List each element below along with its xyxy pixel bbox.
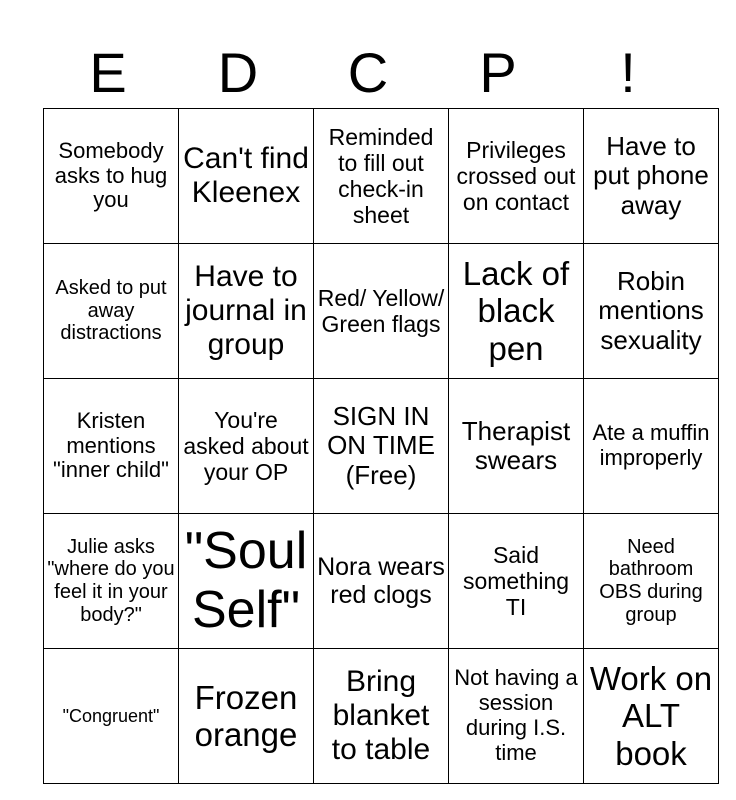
bingo-cell: Therapist swears	[449, 379, 584, 514]
board-row	[44, 514, 719, 649]
bingo-cell: Said something TI	[449, 514, 584, 649]
bingo-board	[43, 108, 719, 784]
board-row	[44, 109, 719, 244]
bingo-cell: Privileges crossed out on contact	[449, 109, 584, 244]
bingo-cell: Lack of black pen	[449, 244, 584, 379]
bingo-cell: Bring blanket to table	[314, 649, 449, 784]
bingo-cell: Somebody asks to hug you	[44, 109, 179, 244]
bingo-cell: Work on ALT book	[584, 649, 719, 784]
bingo-cell: Frozen orange	[179, 649, 314, 784]
bingo-cell: Kristen mentions "inner child"	[44, 379, 179, 514]
bingo-cell: Have to put phone away	[584, 109, 719, 244]
bingo-cell: Not having a session during I.S. time	[449, 649, 584, 784]
bingo-title	[43, 38, 693, 108]
bingo-cell: You're asked about your OP	[179, 379, 314, 514]
bingo-cell: SIGN IN ON TIME (Free)	[314, 379, 449, 514]
board-row	[44, 244, 719, 379]
title-letter-e: E	[89, 41, 127, 104]
bingo-cell: Julie asks "where do you feel it in your body?"	[44, 514, 179, 649]
bingo-cell: Reminded to fill out check-in sheet	[314, 109, 449, 244]
bingo-cell: Nora wears red clogs	[314, 514, 449, 649]
title-letter-c: C	[347, 41, 389, 104]
bingo-cell: Can't find Kleenex	[179, 109, 314, 244]
bingo-cell: Have to journal in group	[179, 244, 314, 379]
bingo-cell: Need bathroom OBS during group	[584, 514, 719, 649]
bingo-cell: Asked to put away distractions	[44, 244, 179, 379]
bingo-cell: Ate a muffin improperly	[584, 379, 719, 514]
bingo-cell: Robin mentions sexuality	[584, 244, 719, 379]
board-row	[44, 649, 719, 784]
title-letter-exclamation: !	[620, 41, 636, 104]
title-letter-d: D	[217, 41, 259, 104]
board-row	[44, 379, 719, 514]
bingo-cell: "Congruent"	[44, 649, 179, 784]
bingo-cell: "Soul Self"	[179, 514, 314, 649]
title-letter-p: P	[479, 41, 517, 104]
bingo-cell: Red/ Yellow/ Green flags	[314, 244, 449, 379]
